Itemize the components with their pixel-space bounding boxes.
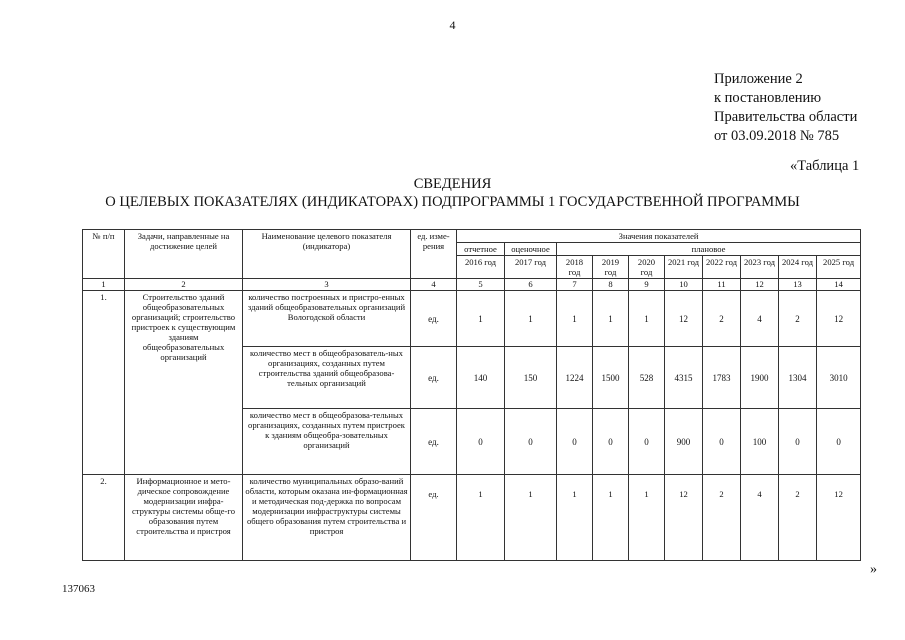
indicator-name: количество построенных и пристро-енных зданий общеобразовательных организаций Вологодской области [243,291,411,347]
value-cell: 1 [457,475,505,561]
column-number: 4 [411,279,457,291]
column-number: 7 [557,279,593,291]
value-cell: 12 [817,475,861,561]
value-cell: 1 [457,291,505,347]
value-cell: 12 [817,291,861,347]
appendix-reference [714,70,857,146]
year-header: 2016 год [457,256,505,279]
column-number: 5 [457,279,505,291]
value-cell: 4 [741,291,779,347]
value-cell: 528 [629,347,665,409]
header-tasks: Задачи, направленные на достижение целей [125,230,243,279]
year-header: 2020 год [629,256,665,279]
unit-cell: ед. [411,409,457,475]
value-cell: 1 [505,291,557,347]
value-cell: 150 [505,347,557,409]
unit-cell: ед. [411,475,457,561]
column-number: 11 [703,279,741,291]
column-number: 12 [741,279,779,291]
header-indicator: Наименование целевого показателя (индикатора) [243,230,411,279]
appendix-line: к постановлению [714,90,822,106]
value-cell: 0 [557,409,593,475]
row-number: 2. [83,475,125,561]
page-number: 4 [449,18,456,32]
header-planned: плановое [557,243,861,256]
value-cell: 1 [557,475,593,561]
value-cell: 1783 [703,347,741,409]
year-header: 2021 год [665,256,703,279]
value-cell: 900 [665,409,703,475]
value-cell: 0 [703,409,741,475]
header-values: Значения показателей [457,230,861,243]
value-cell: 2 [779,475,817,561]
column-number: 3 [243,279,411,291]
indicator-name: количество мест в общеобразова-тельных организациях, созданных путем пристроек к зданиям общеобра-зовательных организаций [243,409,411,475]
value-cell: 0 [629,409,665,475]
value-cell: 4315 [665,347,703,409]
value-cell: 1 [593,291,629,347]
value-cell: 1500 [593,347,629,409]
column-number: 8 [593,279,629,291]
indicator-name: количество мест в общеобразователь-ных организациях, созданных путем строительства зданий общеобразова-тельных организаций [243,347,411,409]
year-header: 2022 год [703,256,741,279]
value-cell: 1304 [779,347,817,409]
value-cell: 1 [557,291,593,347]
column-number: 1 [83,279,125,291]
value-cell: 1 [629,291,665,347]
value-cell: 1 [629,475,665,561]
value-cell: 2 [703,475,741,561]
appendix-line: Правительства области [714,109,858,125]
appendix-line: от 03.09.2018 № 785 [714,128,840,144]
year-header: 2025 год [817,256,861,279]
value-cell: 2 [703,291,741,347]
year-header: 2023 год [741,256,779,279]
task-cell: Информационное и мето-дическое сопровождение модернизации инфра-структуры системы обще-го образования путем строительства и пристроя [125,475,243,561]
appendix-line: Приложение 2 [714,71,803,87]
unit-cell: ед. [411,347,457,409]
unit-cell: ед. [411,291,457,347]
column-number: 13 [779,279,817,291]
column-number: 9 [629,279,665,291]
value-cell: 12 [665,475,703,561]
value-cell: 0 [457,409,505,475]
column-number: 2 [125,279,243,291]
value-cell: 1 [505,475,557,561]
value-cell: 0 [505,409,557,475]
value-cell: 4 [741,475,779,561]
value-cell: 1 [593,475,629,561]
column-number: 6 [505,279,557,291]
task-cell: Строительство зданий общеобразовательных организаций; строительство пристроек к существующим зданиям общеобразовательных организаций [125,291,243,475]
year-header: 2017 год [505,256,557,279]
header-num: № п/п [83,230,125,279]
document-number: 137063 [62,583,95,595]
value-cell: 0 [779,409,817,475]
header-reported: отчетное [457,243,505,256]
value-cell: 1900 [741,347,779,409]
year-header: 2018 год [557,256,593,279]
header-estimated: оценочное [505,243,557,256]
year-header: 2019 год [593,256,629,279]
column-number: 10 [665,279,703,291]
row-number: 1. [83,291,125,475]
value-cell: 140 [457,347,505,409]
table-row [83,291,861,347]
document-subtitle: О ЦЕЛЕВЫХ ПОКАЗАТЕЛЯХ (ИНДИКАТОРАХ) ПОДПРОГРАММЫ 1 ГОСУДАРСТВЕННОЙ ПРОГРАММЫ [105,194,800,210]
table-row [83,475,861,561]
value-cell: 0 [593,409,629,475]
indicators-table [82,229,861,561]
value-cell: 0 [817,409,861,475]
column-number: 14 [817,279,861,291]
indicator-name: количество муниципальных образо-ваний области, которым оказана ин-формационная и методическая под-держка по вопросам модернизации инфраструктуры системы общего образования путем строительства и пристроя [243,475,411,561]
table-label: «Таблица 1 [790,158,860,174]
value-cell: 1224 [557,347,593,409]
year-header: 2024 год [779,256,817,279]
document-title: СВЕДЕНИЯ [413,176,492,192]
value-cell: 12 [665,291,703,347]
value-cell: 2 [779,291,817,347]
header-unit: ед. изме-рения [411,230,457,279]
value-cell: 100 [741,409,779,475]
closing-quote: » [870,562,877,577]
value-cell: 3010 [817,347,861,409]
